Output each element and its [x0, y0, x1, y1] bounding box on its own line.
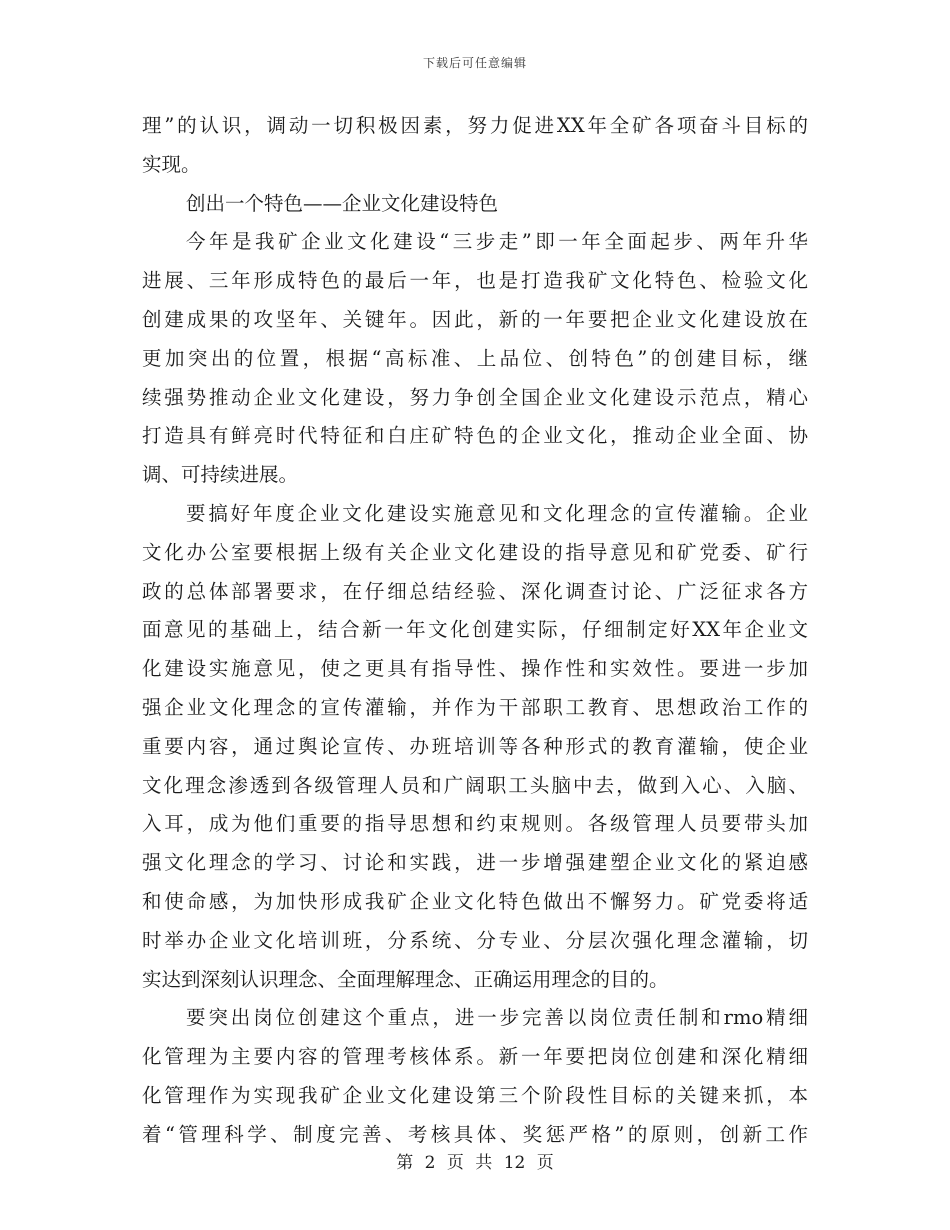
page-footer: 第 2 页 共 12 页 — [396, 1153, 554, 1173]
text-line: 面意见的基础上，结合新一年文化创建实际，仔细制定好XX年企业文 — [142, 618, 808, 642]
text-line: 化管理作为实现我矿企业文化建设第三个阶段性目标的关键来抓，本 — [142, 1083, 808, 1107]
text-line: 要突出岗位创建这个重点，进一步完善以岗位责任制和rmo精细 — [186, 1006, 808, 1030]
text-line: 文化办公室要根据上级有关企业文化建设的指导意见和矿党委、矿行 — [142, 540, 808, 564]
text-line: 政的总体部署要求，在仔细总结经验、深化调查讨论、广泛征求各方 — [142, 579, 808, 603]
text-line: 实达到深刻认识理念、全面理解理念、正确运用理念的目的。 — [142, 967, 669, 991]
document-body — [142, 107, 808, 1155]
text-line: 和使命感，为加快形成我矿企业文化特色做出不懈努力。矿党委将适 — [142, 889, 808, 913]
text-line: 今年是我矿企业文化建设“三步走”即一年全面起步、两年升华 — [186, 230, 808, 254]
text-line: 入耳，成为他们重要的指导思想和约束规则。各级管理人员要带头加 — [142, 812, 808, 836]
text-line: 重要内容，通过舆论宣传、办班培训等各种形式的教育灌输，使企业 — [142, 734, 808, 758]
text-line: 要搞好年度企业文化建设实施意见和文化理念的宣传灌输。企业 — [186, 501, 808, 525]
text-line: 进展、三年形成特色的最后一年，也是打造我矿文化特色、检验文化 — [142, 269, 808, 293]
text-line: 化建设实施意见，使之更具有指导性、操作性和实效性。要进一步加 — [142, 657, 808, 681]
text-line: 打造具有鲜亮时代特征和白庄矿特色的企业文化，推动企业全面、协 — [142, 424, 808, 448]
text-line: 化管理为主要内容的管理考核体系。新一年要把岗位创建和深化精细 — [142, 1045, 808, 1069]
text-line: 实现。 — [142, 152, 201, 176]
text-line: 强企业文化理念的宣传灌输，并作为干部职工教育、思想政治工作的 — [142, 695, 808, 719]
text-line: 着“管理科学、制度完善、考核具体、奖惩严格”的原则，创新工作 — [142, 1122, 808, 1146]
text-line: 理”的认识，调动一切积极因素，努力促进XX年全矿各项奋斗目标的 — [142, 114, 808, 137]
text-line: 强文化理念的学习、讨论和实践，进一步增强建塑企业文化的紧迫感 — [142, 851, 808, 875]
text-line: 创建成果的攻坚年、关键年。因此，新的一年要把企业文化建设放在 — [142, 307, 808, 331]
text-line: 调、可持续进展。 — [142, 463, 299, 487]
page-header: 下载后可任意编辑 — [422, 56, 527, 70]
text-line: 更加突出的位置，根据“高标准、上品位、创特色”的创建目标，继 — [142, 346, 808, 370]
text-line: 续强势推动企业文化建设，努力争创全国企业文化建设示范点，精心 — [142, 385, 808, 409]
text-line: 时举办企业文化培训班，分系统、分专业、分层次强化理念灌输，切 — [142, 928, 808, 952]
section-heading: 创出一个特色——企业文化建设特色 — [186, 191, 499, 215]
text-line: 文化理念渗透到各级管理人员和广阔职工头脑中去，做到入心、入脑、 — [142, 773, 808, 797]
